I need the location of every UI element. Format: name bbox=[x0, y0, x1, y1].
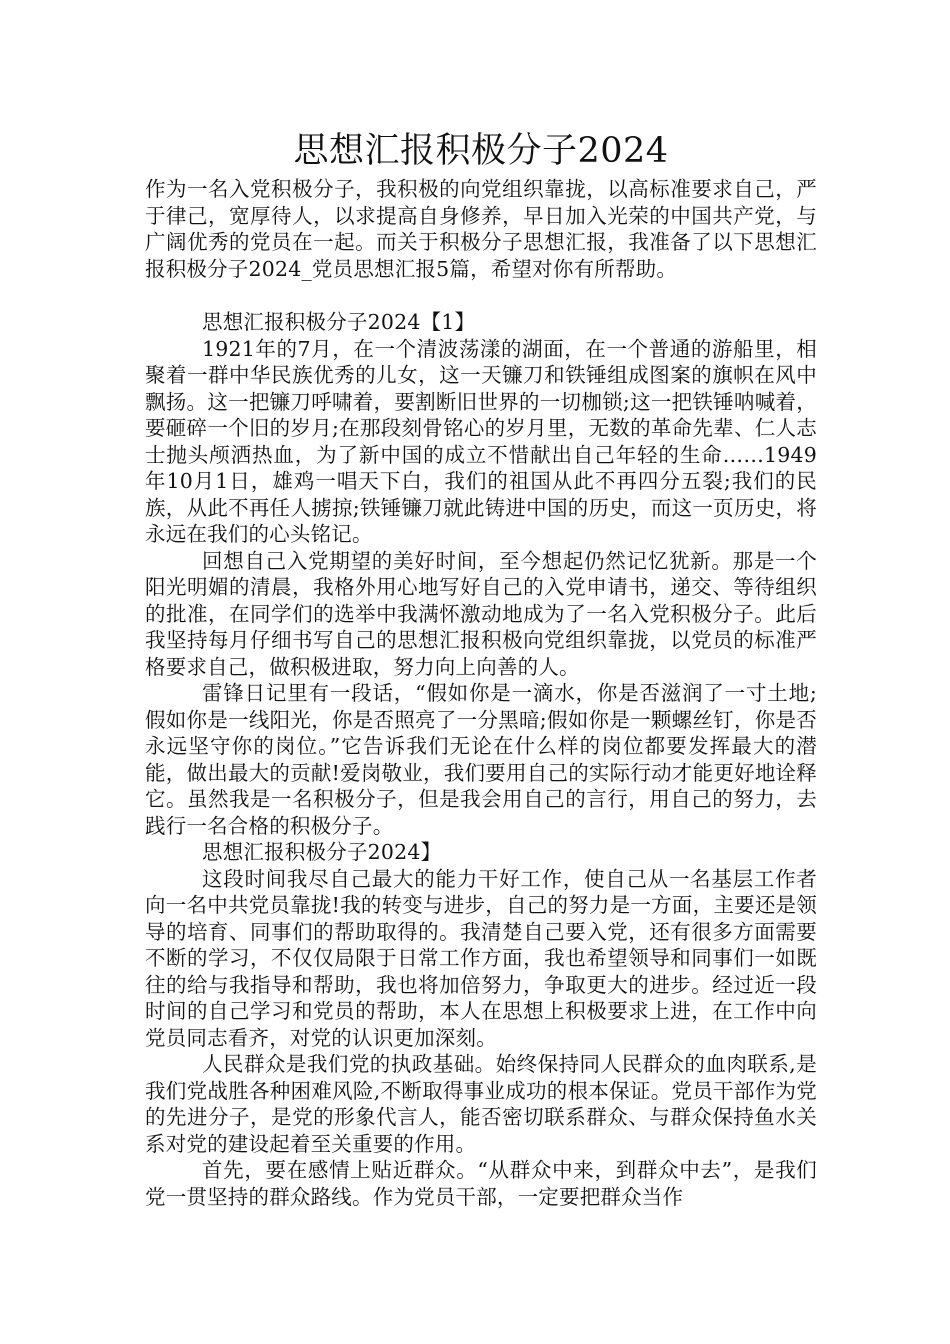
body-paragraph: 人民群众是我们党的执政基础。始终保持同人民群众的血肉联系,是我们党战胜各种困难风险,不断取得事业成功的根本保证。党员干部作为党的先进分子，是党的形象代言人，能否密切联系群众、与群众保持鱼水关系对党的建设起着至关重要的作用。 bbox=[145, 1052, 817, 1156]
section-heading-1: 思想汇报积极分子2024【1】 bbox=[202, 310, 476, 334]
body-paragraph: 首先，要在感情上贴近群众。“从群众中来，到群众中去”，是我们党一贯坚持的群众路线。作为党员干部，一定要把群众当作 bbox=[145, 1158, 817, 1209]
section-heading-2: 思想汇报积极分子2024】 bbox=[202, 840, 442, 864]
body-paragraph: 这段时间我尽自己最大的能力干好工作，使自己从一名基层工作者向一名中共党员靠拢!我的转变与进步，自己的努力是一方面，主要还是领导的培育、同事们的帮助取得的。我清楚自己要入党，还有很多方面需要不断的学习，不仅仅局限于日常工作方面，我也希望领导和同事们一如既往的给与我指导和帮助，我也将加倍努力，争取更大的进步。经过近一段时间的自己学习和党员的帮助，本人在思想上积极要求上进，在工作中向党员同志看齐，对党的认识更加深刻。 bbox=[145, 866, 817, 1050]
blank-line bbox=[145, 282, 817, 309]
body-paragraph: 1921年的7月，在一个清波荡漾的湖面，在一个普通的游船里，相聚着一群中华民族优秀的儿女，这一天镰刀和铁锤组成图案的旗帜在风中飘扬。这一把镰刀呼啸着，要割断旧世界的一切枷锁;这一把铁锤呐喊着，要砸碎一个旧的岁月;在那段刻骨铭心的岁月里，无数的革命先辈、仁人志士抛头颅洒热血，为了新中国的成立不惜献出自己年轻的生命……1949年10月1日，雄鸡一唱天下白，我们的祖国从此不再四分五裂;我们的民族，从此不再任人掳掠;铁锤镰刀就此铸进中国的历史，而这一页历史，将永远在我们的心头铭记。 bbox=[145, 336, 817, 546]
document-title: 思想汇报积极分子2024 bbox=[293, 131, 669, 171]
body-paragraph: 回想自己入党期望的美好时间，至今想起仍然记忆犹新。那是一个阳光明媚的清晨，我格外用心地写好自己的入党申请书，递交、等待组织的批准，在同学们的选举中我满怀激动地成为了一名入党积极分子。此后我坚持每月仔细书写自己的思想汇报积极向党组织靠拢，以党员的标准严格要求自己，做积极进取，努力向上向善的人。 bbox=[145, 548, 817, 679]
document-page bbox=[145, 128, 817, 1210]
body-paragraph: 雷锋日记里有一段话，“假如你是一滴水，你是否滋润了一寸土地;假如你是一线阳光，你是否照亮了一分黑暗;假如你是一颗螺丝钉，你是否永远坚守你的岗位。”它告诉我们无论在什么样的岗位都要发挥最大的潜能，做出最大的贡献!爱岗敬业，我们要用自己的实际行动才能更好地诠释它。虽然我是一名积极分子，但是我会用自己的言行，用自己的努力，去践行一名合格的积极分子。 bbox=[145, 681, 817, 838]
intro-paragraph: 作为一名入党积极分子，我积极的向党组织靠拢，以高标准要求自己，严于律己，宽厚待人，以求提高自身修养，早日加入光荣的中国共产党，与广阔优秀的党员在一起。而关于积极分子思想汇报，我准备了以下思想汇报积极分子2024_党员思想汇报5篇，希望对你有所帮助。 bbox=[145, 177, 817, 281]
